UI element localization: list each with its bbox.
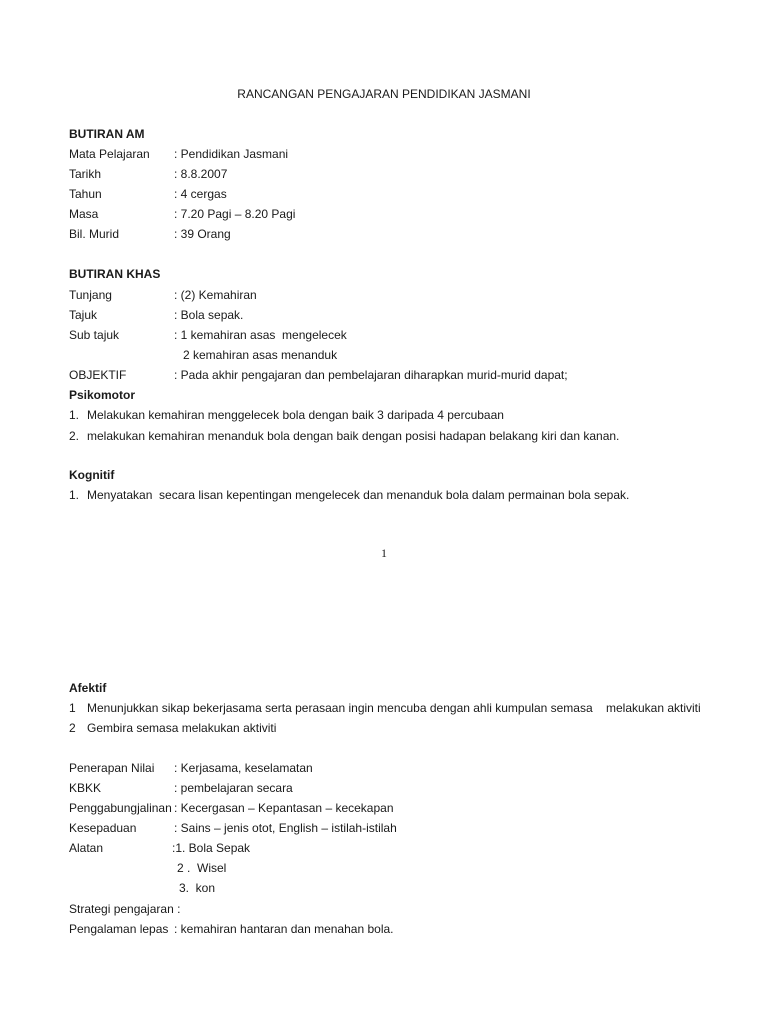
field-value-tunjang: : (2) Kemahiran bbox=[174, 288, 257, 302]
field-label-pengalaman-lepas: Pengalaman lepas bbox=[69, 922, 169, 936]
field-value-kesepaduan: : Sains – jenis otot, English – istilah-istilah bbox=[174, 821, 397, 835]
field-label-penggabungjalinan: Penggabungjalinan bbox=[69, 801, 172, 815]
section-heading-psikomotor: Psikomotor bbox=[69, 388, 136, 402]
field-value-mata-pelajaran: : Pendidikan Jasmani bbox=[174, 147, 289, 161]
field-label-tahun: Tahun bbox=[69, 187, 102, 201]
field-value-tarikh: : 8.8.2007 bbox=[174, 167, 228, 181]
list-item-text: melakukan kemahiran menanduk bola dengan baik dengan posisi hadapan belakang kiri dan kanan. bbox=[87, 429, 620, 443]
field-value-bil-murid: : 39 Orang bbox=[174, 227, 231, 241]
field-value-masa: : 7.20 Pagi – 8.20 Pagi bbox=[174, 207, 296, 221]
field-label-strategi-pengajaran: Strategi pengajaran : bbox=[69, 902, 181, 916]
list-item-number: 1 bbox=[69, 701, 76, 715]
list-item-text: Melakukan kemahiran menggelecek bola dengan baik 3 daripada 4 percubaan bbox=[87, 408, 504, 422]
field-label-tarikh: Tarikh bbox=[69, 167, 102, 181]
field-label-penerapan-nilai: Penerapan Nilai bbox=[69, 761, 155, 775]
list-item-text: Gembira semasa melakukan aktiviti bbox=[87, 721, 277, 735]
list-item-text: Menunjukkan sikap bekerjasama serta perasaan ingin mencuba dengan ahli kumpulan semasa melakukan aktiviti bbox=[87, 701, 701, 715]
field-value-kbkk: : pembelajaran secara bbox=[174, 781, 293, 795]
field-value-alatan-2: 2 . Wisel bbox=[177, 861, 227, 875]
field-label-bil-murid: Bil. Murid bbox=[69, 227, 120, 241]
document-title: RANCANGAN PENGAJARAN PENDIDIKAN JASMANI bbox=[237, 87, 531, 101]
section-heading-afektif: Afektif bbox=[69, 681, 107, 695]
field-label-objektif: OBJEKTIF bbox=[69, 368, 127, 382]
field-label-sub-tajuk: Sub tajuk bbox=[69, 328, 120, 342]
section-heading-kognitif: Kognitif bbox=[69, 468, 115, 482]
field-value-alatan-3: 3. kon bbox=[179, 881, 216, 895]
field-value-tajuk: : Bola sepak. bbox=[174, 308, 244, 322]
field-value-pengalaman-lepas: : kemahiran hantaran dan menahan bola. bbox=[174, 922, 394, 936]
field-label-tunjang: Tunjang bbox=[69, 288, 112, 302]
field-label-tajuk: Tajuk bbox=[69, 308, 98, 322]
field-value-objektif: : Pada akhir pengajaran dan pembelajaran diharapkan murid-murid dapat; bbox=[174, 368, 568, 382]
field-value-penerapan-nilai: : Kerjasama, keselamatan bbox=[174, 761, 313, 775]
field-value-sub-tajuk-1: : 1 kemahiran asas mengelecek bbox=[174, 328, 347, 342]
list-item-number: 2. bbox=[69, 429, 80, 443]
field-label-alatan: Alatan bbox=[69, 841, 104, 855]
section-heading-butiran-khas: BUTIRAN KHAS bbox=[69, 267, 161, 281]
list-item-number: 1. bbox=[69, 408, 80, 422]
field-label-masa: Masa bbox=[69, 207, 99, 221]
list-item-number: 1. bbox=[69, 488, 80, 502]
field-label-kesepaduan: Kesepaduan bbox=[69, 821, 137, 835]
field-value-sub-tajuk-2: 2 kemahiran asas menanduk bbox=[183, 348, 338, 362]
field-label-mata-pelajaran: Mata Pelajaran bbox=[69, 147, 150, 161]
field-value-tahun: : 4 cergas bbox=[174, 187, 227, 201]
page-number: 1 bbox=[381, 546, 387, 560]
section-heading-butiran-am: BUTIRAN AM bbox=[69, 127, 145, 141]
field-label-kbkk: KBKK bbox=[69, 781, 102, 795]
field-value-penggabungjalinan: : Kecergasan – Kepantasan – kecekapan bbox=[174, 801, 394, 815]
list-item-text: Menyatakan secara lisan kepentingan mengelecek dan menanduk bola dalam permainan bola sepak. bbox=[87, 488, 630, 502]
field-value-alatan-1: :1. Bola Sepak bbox=[172, 841, 251, 855]
list-item-number: 2 bbox=[69, 721, 76, 735]
